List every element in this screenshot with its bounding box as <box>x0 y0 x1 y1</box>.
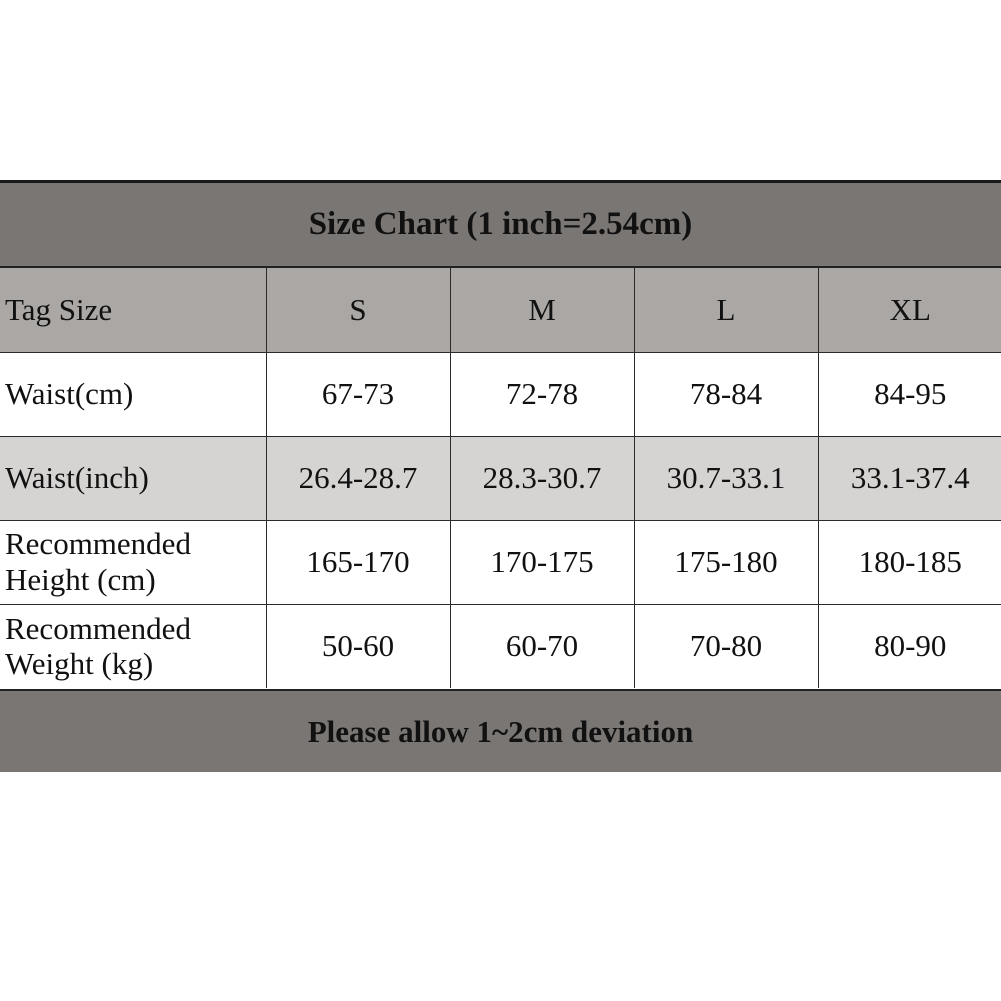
size-chart <box>0 180 1001 772</box>
table-row <box>0 436 1001 520</box>
row-label <box>0 436 266 520</box>
table-cell: 80-90 <box>818 604 1001 688</box>
table-cell: 67-73 <box>266 352 450 436</box>
table-cell: 70-80 <box>634 604 818 688</box>
size-table <box>0 268 1001 688</box>
header-label: Tag Size <box>0 268 266 352</box>
table-cell: 84-95 <box>818 352 1001 436</box>
row-label <box>0 520 266 604</box>
table-cell: 26.4-28.7 <box>266 436 450 520</box>
table-cell: 165-170 <box>266 520 450 604</box>
size-header-l: L <box>634 268 818 352</box>
row-label <box>0 352 266 436</box>
table-cell: 175-180 <box>634 520 818 604</box>
deviation-note: Please allow 1~2cm deviation <box>0 689 1001 772</box>
row-label-line: Waist(cm) <box>5 376 134 412</box>
size-header-s: S <box>266 268 450 352</box>
row-label-line: Waist(inch) <box>5 460 149 496</box>
table-row <box>0 352 1001 436</box>
size-header-m: M <box>450 268 634 352</box>
table-cell: 50-60 <box>266 604 450 688</box>
table-header-row <box>0 268 1001 352</box>
table-cell: 180-185 <box>818 520 1001 604</box>
row-label <box>0 604 266 688</box>
table-row <box>0 520 1001 604</box>
table-cell: 28.3-30.7 <box>450 436 634 520</box>
table-cell: 72-78 <box>450 352 634 436</box>
table-cell: 30.7-33.1 <box>634 436 818 520</box>
table-cell: 78-84 <box>634 352 818 436</box>
table-cell: 33.1-37.4 <box>818 436 1001 520</box>
row-label-line: Recommended <box>5 526 191 562</box>
row-label-line: Weight (kg) <box>5 646 154 682</box>
size-header-xl: XL <box>818 268 1001 352</box>
table-row <box>0 604 1001 688</box>
row-label-line: Recommended <box>5 610 191 646</box>
chart-title: Size Chart (1 inch=2.54cm) <box>0 183 1001 268</box>
table-cell: 60-70 <box>450 604 634 688</box>
row-label-line: Height (cm) <box>5 562 156 597</box>
table-cell: 170-175 <box>450 520 634 604</box>
